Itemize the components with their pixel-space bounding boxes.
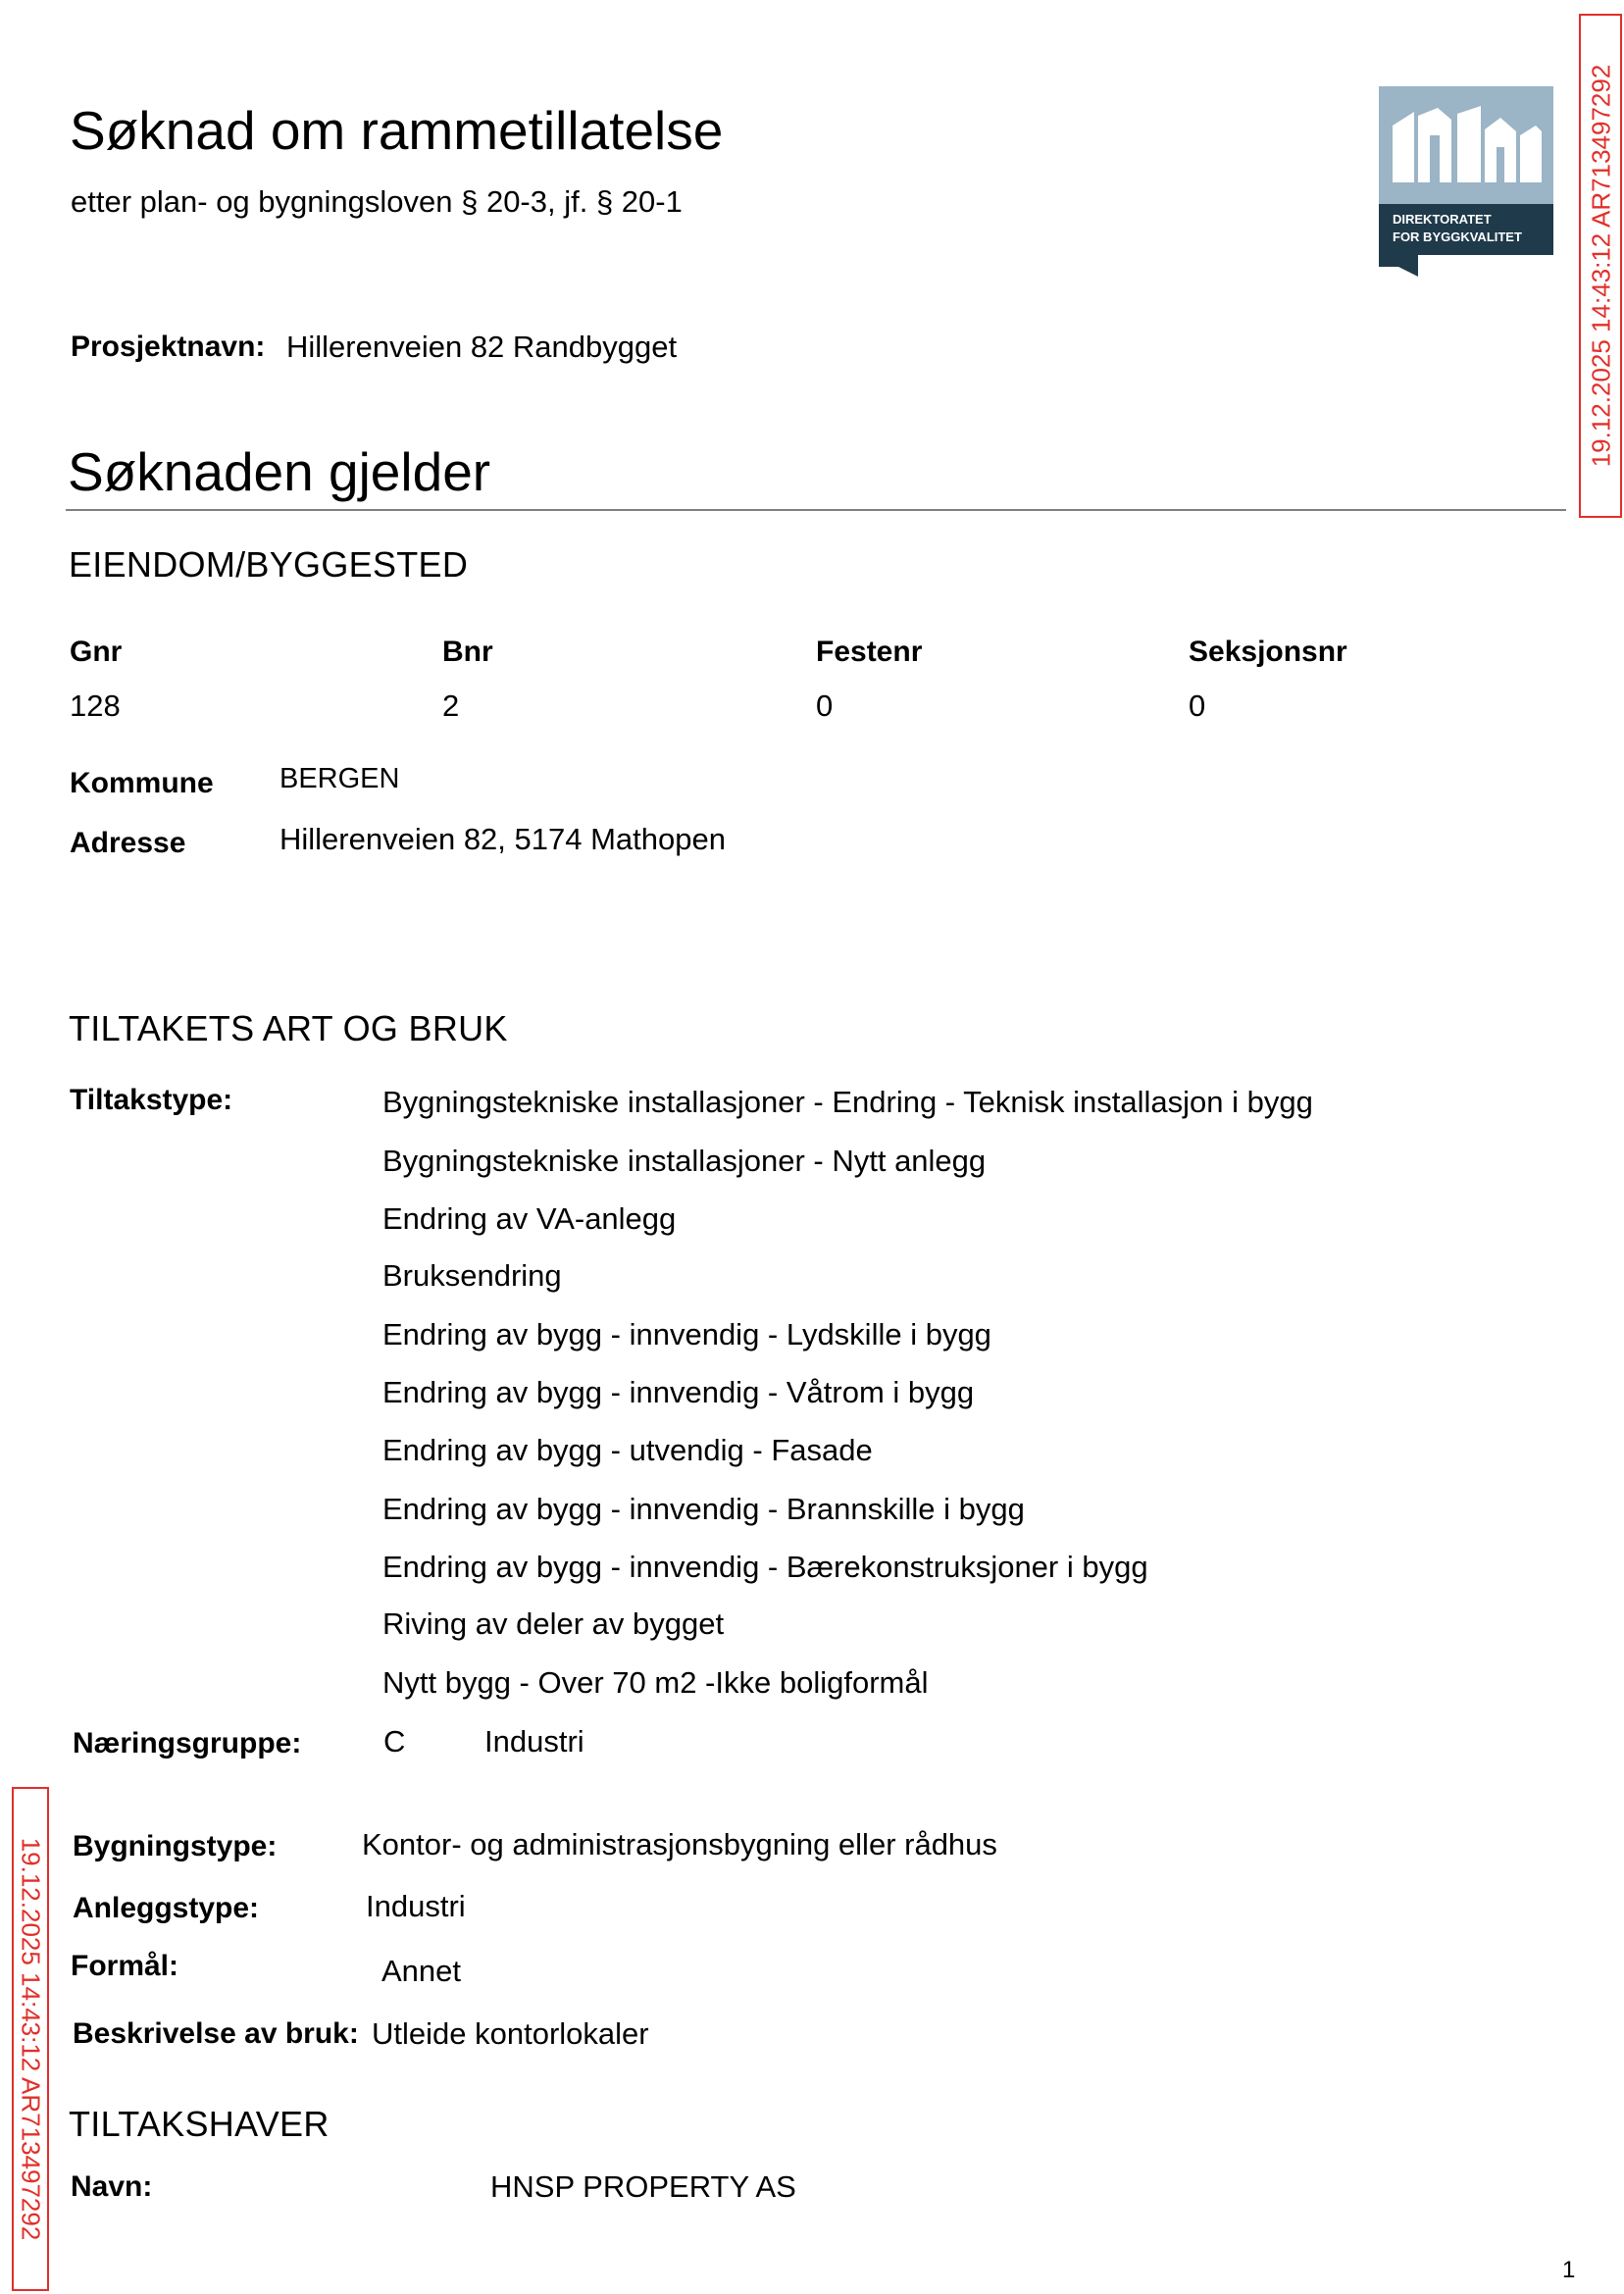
- project-name-value: Hillerenveien 82 Randbygget: [286, 330, 678, 364]
- tiltakstype-item: Bruksendring: [382, 1258, 562, 1293]
- bygningstype-label: Bygningstype:: [73, 1830, 278, 1862]
- seksjonsnr-value: 0: [1189, 688, 1206, 723]
- timestamp-stamp-left: [12, 1787, 49, 2291]
- stamp-text: 19.12.2025 14:43:12 AR713497292: [1586, 64, 1616, 468]
- gnr-value: 128: [70, 688, 121, 723]
- tiltakstype-item: Endring av bygg - innvendig - Lydskille i bygg: [382, 1317, 991, 1351]
- tiltakshaver-navn-value: HNSP PROPERTY AS: [490, 2169, 796, 2204]
- tiltakstype-item: Endring av bygg - innvendig - Bærekonstruksjoner i bygg: [382, 1550, 1148, 1584]
- tiltakstype-item: Endring av bygg - utvendig - Fasade: [382, 1433, 873, 1467]
- document-title: Søknad om rammetillatelse: [70, 100, 724, 161]
- project-name-label: Prosjektnavn:: [71, 331, 266, 363]
- adresse-label: Adresse: [70, 827, 186, 859]
- kommune-value: BERGEN: [279, 763, 400, 794]
- eiendom-heading: EIENDOM/BYGGESTED: [69, 544, 469, 585]
- festenr-label: Festenr: [816, 636, 923, 668]
- tiltakshaver-heading: TILTAKSHAVER: [69, 2104, 330, 2144]
- bnr-value: 2: [442, 688, 460, 723]
- tiltakstype-item: Endring av bygg - innvendig - Våtrom i bygg: [382, 1375, 975, 1409]
- section-divider: [66, 509, 1566, 511]
- anleggstype-value: Industri: [366, 1889, 466, 1923]
- section-heading: Søknaden gjelder: [68, 441, 491, 502]
- beskrivelse-label: Beskrivelse av bruk:: [73, 2017, 359, 2050]
- formal-value: Annet: [381, 1954, 462, 1988]
- naeringsgruppe-value: Industri: [484, 1724, 584, 1759]
- bnr-label: Bnr: [442, 636, 493, 668]
- adresse-value: Hillerenveien 82, 5174 Mathopen: [279, 822, 726, 856]
- dibk-logo: [1379, 86, 1553, 277]
- tiltakstype-item: Riving av deler av bygget: [382, 1606, 725, 1641]
- festenr-value: 0: [816, 688, 834, 723]
- timestamp-stamp-top: [1579, 14, 1622, 518]
- stamp-text: 19.12.2025 14:43:12 AR713497292: [16, 1837, 46, 2241]
- tiltakstype-item: Endring av bygg - innvendig - Brannskille i bygg: [382, 1492, 1025, 1526]
- tiltakstype-item: Endring av VA-anlegg: [382, 1201, 677, 1236]
- tiltakstype-item: Nytt bygg - Over 70 m2 -Ikke boligformål: [382, 1665, 929, 1700]
- tiltakstype-item: Bygningstekniske installasjoner - Nytt anlegg: [382, 1144, 987, 1178]
- tiltakstype-label: Tiltakstype:: [70, 1084, 233, 1116]
- gnr-label: Gnr: [70, 636, 123, 668]
- page-number: 1: [1562, 2257, 1576, 2283]
- seksjonsnr-label: Seksjonsnr: [1189, 636, 1347, 668]
- bygningstype-value: Kontor- og administrasjonsbygning eller rådhus: [362, 1827, 997, 1861]
- beskrivelse-value: Utleide kontorlokaler: [372, 2016, 649, 2051]
- tiltakstype-item: Bygningstekniske installasjoner - Endring - Teknisk installasjon i bygg: [382, 1085, 1313, 1119]
- tiltak-heading: TILTAKETS ART OG BRUK: [69, 1008, 508, 1048]
- logo-line-2: FOR BYGGKVALITET: [1393, 229, 1522, 244]
- naeringsgruppe-code: C: [383, 1724, 406, 1759]
- naeringsgruppe-label: Næringsgruppe:: [73, 1727, 302, 1759]
- document-subtitle: etter plan- og bygningsloven § 20-3, jf. § 20-1: [71, 184, 683, 219]
- tiltakshaver-navn-label: Navn:: [71, 2170, 153, 2203]
- dibk-logo-icon: [1379, 86, 1553, 277]
- kommune-label: Kommune: [70, 767, 214, 799]
- anleggstype-label: Anleggstype:: [73, 1892, 260, 1924]
- formal-label: Formål:: [71, 1950, 179, 1982]
- logo-line-1: DIREKTORATET: [1393, 212, 1492, 227]
